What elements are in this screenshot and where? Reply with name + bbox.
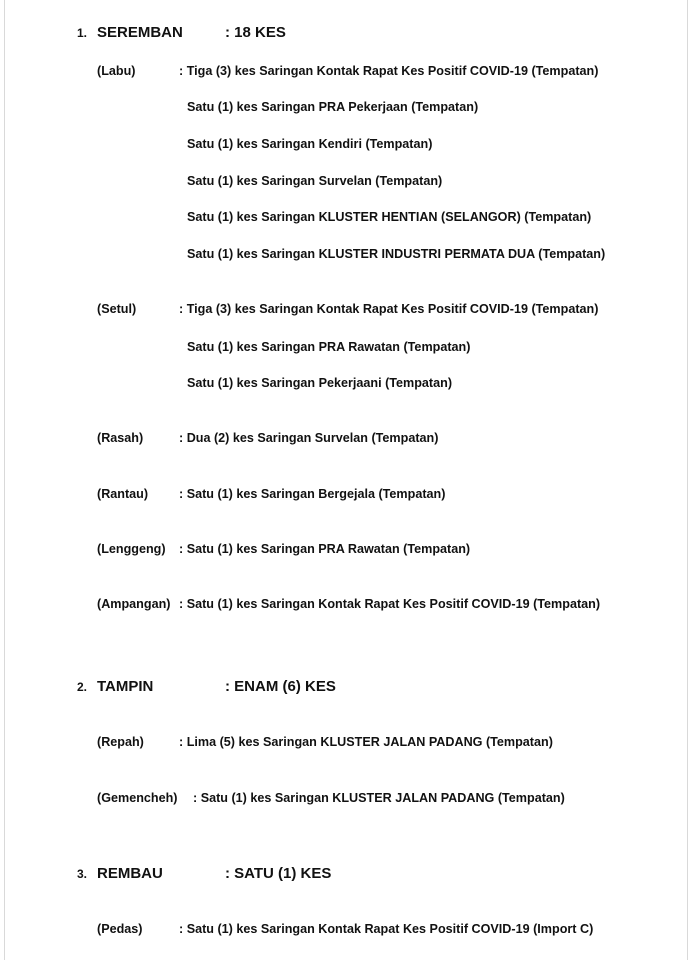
case-detail-line: [187, 340, 470, 354]
section-number: 3.: [77, 867, 88, 881]
case-detail: : Tiga (3) kes Saringan Kontak Rapat Kes Positif COVID-19 (Tempatan): [179, 302, 599, 316]
case-detail: Satu (1) kes Saringan KLUSTER HENTIAN (SELANGOR) (Tempatan): [187, 210, 592, 224]
case-detail: : Dua (2) kes Saringan Survelan (Tempatan): [179, 431, 439, 445]
district-name: REMBAU: [97, 865, 163, 882]
case-detail: : Lima (5) kes Saringan KLUSTER JALAN PADANG (Tempatan): [179, 735, 553, 749]
area-label: (Rasah): [97, 431, 144, 445]
case-detail-line: [187, 210, 591, 224]
area-label: (Rantau): [97, 487, 149, 501]
area-label: (Pedas): [97, 922, 143, 936]
section-number: 1.: [77, 26, 88, 40]
case-detail-line: [187, 247, 605, 261]
case-detail: : Satu (1) kes Saringan PRA Rawatan (Tempatan): [179, 542, 471, 556]
case-detail: Satu (1) kes Saringan Pekerjaani (Tempatan): [187, 376, 453, 390]
case-detail-line: [187, 100, 478, 114]
case-detail: : Satu (1) kes Saringan Bergejala (Tempatan): [179, 487, 446, 501]
document-page: [4, 0, 688, 960]
area-label: (Labu): [97, 64, 136, 78]
case-detail: : Satu (1) kes Saringan Kontak Rapat Kes Positif COVID-19 (Import C): [179, 922, 594, 936]
area-label: (Repah): [97, 735, 144, 749]
case-detail: : Satu (1) kes Saringan KLUSTER JALAN PADANG (Tempatan): [193, 791, 565, 805]
district-name: SEREMBAN: [97, 24, 183, 41]
case-detail: : Tiga (3) kes Saringan Kontak Rapat Kes Positif COVID-19 (Tempatan): [179, 64, 599, 78]
area-label: (Gemencheh): [97, 791, 178, 805]
case-total: : 18 KES: [225, 24, 286, 41]
case-detail-line: [187, 137, 432, 151]
case-total: : ENAM (6) KES: [225, 678, 336, 695]
case-detail: Satu (1) kes Saringan PRA Pekerjaan (Tempatan): [187, 100, 479, 114]
case-detail: Satu (1) kes Saringan Kendiri (Tempatan): [187, 137, 433, 151]
case-detail-line: [187, 174, 442, 188]
area-label: (Ampangan): [97, 597, 171, 611]
area-label: (Lenggeng): [97, 542, 166, 556]
case-detail: Satu (1) kes Saringan PRA Rawatan (Tempatan): [187, 340, 471, 354]
case-detail: : Satu (1) kes Saringan Kontak Rapat Kes Positif COVID-19 (Tempatan): [179, 597, 601, 611]
case-total: : SATU (1) KES: [225, 865, 332, 882]
district-name: TAMPIN: [97, 678, 154, 695]
case-detail: Satu (1) kes Saringan KLUSTER INDUSTRI PERMATA DUA (Tempatan): [187, 247, 606, 261]
case-detail: Satu (1) kes Saringan Survelan (Tempatan): [187, 174, 443, 188]
section-number: 2.: [77, 680, 88, 694]
case-detail-line: [187, 376, 452, 390]
area-label: (Setul): [97, 302, 137, 316]
